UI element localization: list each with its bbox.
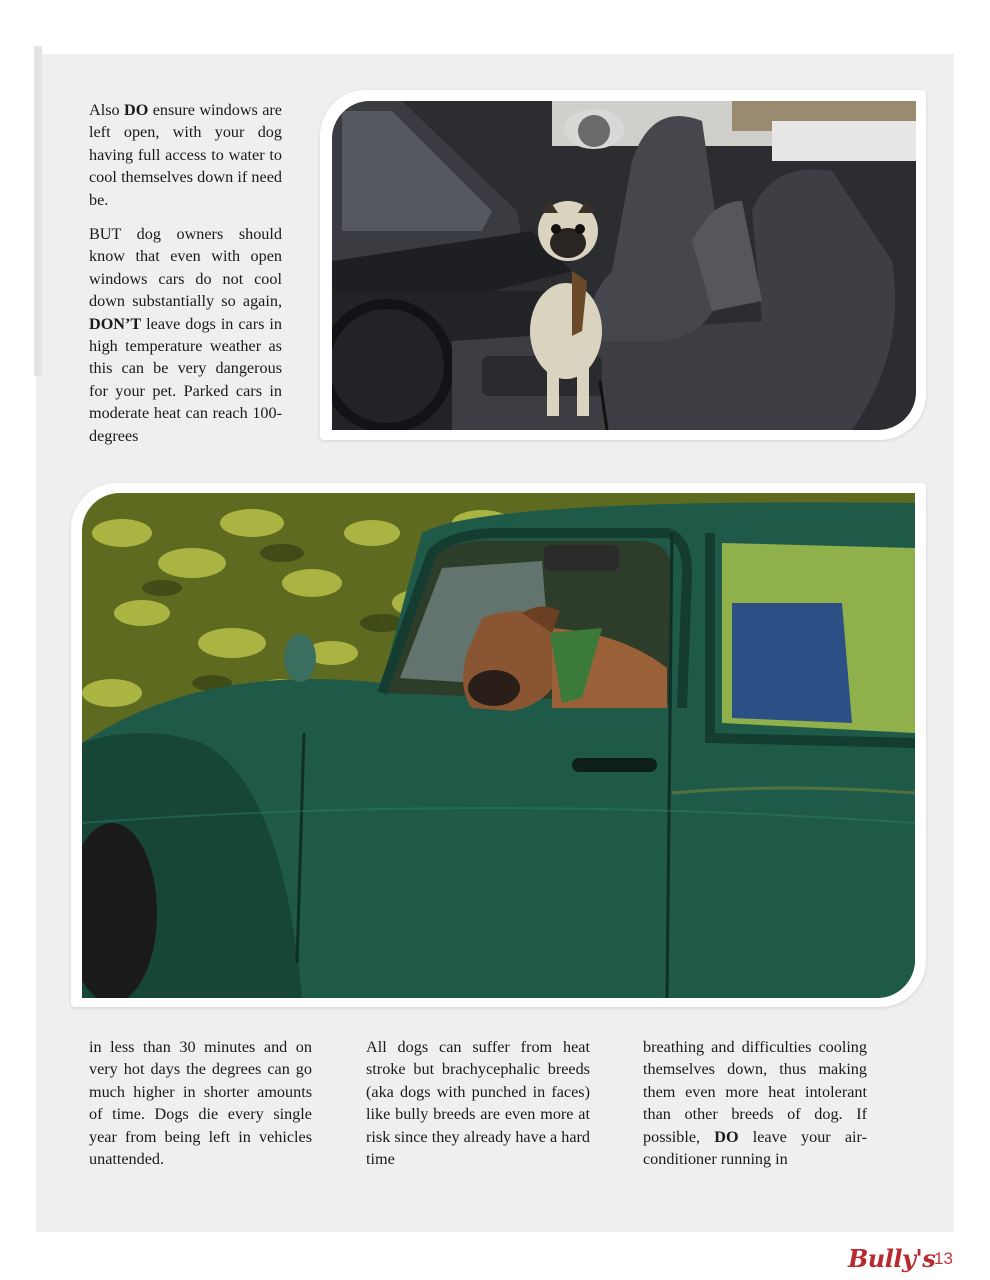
pug-in-convertible-photo: [332, 101, 916, 430]
paragraph-air-conditioner: [643, 1036, 867, 1170]
paragraph-windows: [89, 99, 282, 211]
bold-emphasis: DON’T: [89, 314, 142, 333]
text-run: leave your air-conditioner running in: [643, 1127, 867, 1169]
article-column-top: [89, 99, 282, 447]
boxer-in-beetle-photo: [82, 493, 915, 998]
article-column-bottom-2: [366, 1036, 590, 1170]
article-column-bottom-3: [643, 1036, 867, 1170]
text-run: ensure windows are left open, with your dog having full access to water to cool themselves down if need be.: [89, 101, 282, 209]
text-run: BUT dog owners should know that even with open windows cars do not cool down substantially so again,: [89, 225, 282, 311]
bullys-logo: Bully's: [848, 1244, 936, 1273]
bold-emphasis: DO: [714, 1127, 739, 1146]
article-column-bottom-1: [89, 1036, 312, 1170]
text-run: leave dogs in cars in high temperature weather as this can be very dangerous for your pet. Parked cars in moderate heat can reach 100-degrees: [89, 314, 282, 445]
text-run: Also: [89, 101, 124, 119]
bold-emphasis: DO: [124, 101, 149, 119]
page-edge-shadow: [34, 46, 42, 376]
paragraph-minutes: in less than 30 minutes and on very hot days the degrees can go much higher in shorter amounts of time. Dogs die every single year from being left in vehicles unattended.: [89, 1038, 312, 1169]
paragraph-warning: [89, 223, 282, 447]
paragraph-brachycephalic: All dogs can suffer from heat stroke but brachycephalic breeds (aka dogs with punched in faces) like bully breeds are even more at risk since they already have a hard time: [366, 1038, 590, 1169]
text-run: breathing and difficulties cooling themselves down, thus making them even more heat intolerant than other breeds of dog. If possible,: [643, 1038, 867, 1146]
page-number: 13: [934, 1249, 953, 1268]
